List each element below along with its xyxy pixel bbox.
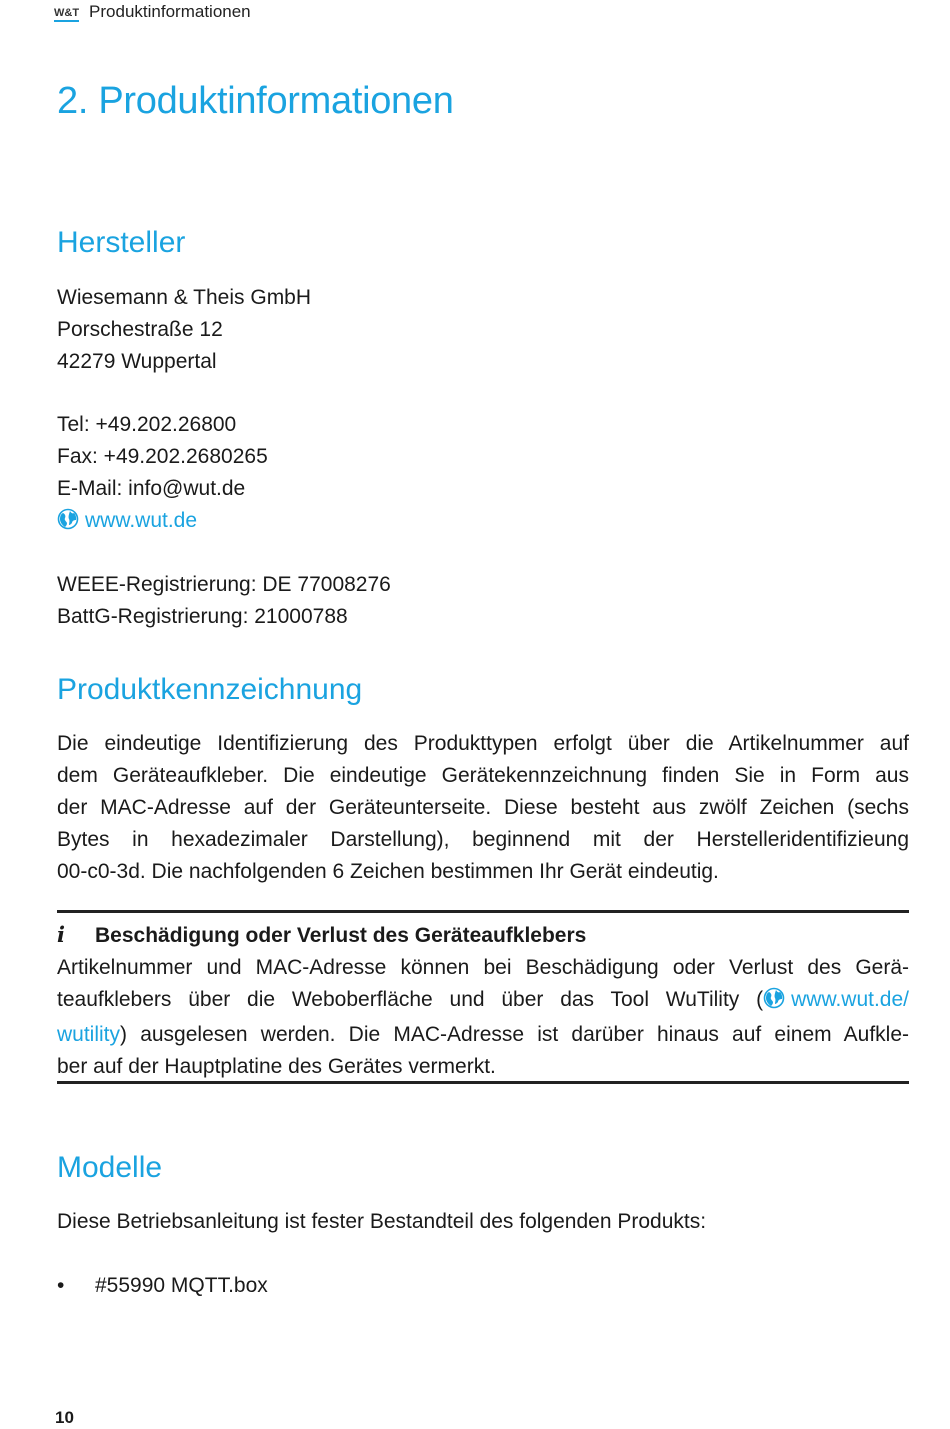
wutility-link-part1[interactable]: www.wut.de/ xyxy=(791,988,909,1011)
paragraph-line: Bytes in hexadezimaler Darstellung), beginnend mit der Herstelleridentifizieung xyxy=(57,828,909,851)
produktkennzeichnung-heading: Produktkennzeichnung xyxy=(57,673,363,706)
note-line xyxy=(57,984,909,1019)
weee-registration: WEEE-Registrierung: DE 77008276 xyxy=(57,573,391,596)
fax: Fax: +49.202.2680265 xyxy=(57,445,268,468)
info-icon: i xyxy=(57,922,65,947)
note-top-rule xyxy=(57,910,909,913)
paragraph-line: Die eindeutige Identifizierung des Produkttypen erfolgt über die Artikelnummer auf xyxy=(57,732,909,755)
globe-icon xyxy=(57,508,79,540)
note-line: Artikelnummer und MAC-Adresse können bei Beschädigung oder Verlust des Gerä- xyxy=(57,956,909,979)
wutility-link-part2[interactable]: wutility xyxy=(57,1023,121,1046)
battg-registration: BattG-Registrierung: 21000788 xyxy=(57,605,348,628)
paragraph-line: der MAC-Adresse auf der Geräteunterseite. Diese besteht aus zwölf Zeichen (sechs xyxy=(57,796,909,819)
telephone: Tel: +49.202.26800 xyxy=(57,413,237,436)
note-body xyxy=(57,952,909,1083)
chapter-title: 2. Produktinformationen xyxy=(57,80,454,122)
city-address: 42279 Wuppertal xyxy=(57,350,217,373)
paragraph-line: dem Geräteaufkleber. Die eindeutige Gerätekennzeichnung finden Sie in Form aus xyxy=(57,764,909,787)
note-text: teaufklebers über die Weboberfläche und über das Tool WuTility ( xyxy=(57,988,764,1011)
modelle-intro: Diese Betriebsanleitung ist fester Bestandteil des folgenden Produkts: xyxy=(57,1210,707,1233)
modelle-heading: Modelle xyxy=(57,1151,163,1184)
model-name: #55990 MQTT.box xyxy=(95,1274,268,1297)
note-text: ) ausgelesen werden. Die MAC-Adresse ist darüber hinaus auf einem Aufkle- xyxy=(120,1023,909,1046)
bullet-icon: • xyxy=(57,1274,65,1297)
website-link[interactable] xyxy=(57,505,197,540)
email: E-Mail: info@wut.de xyxy=(57,477,246,500)
street-address: Porschestraße 12 xyxy=(57,318,223,341)
note-title-row xyxy=(57,919,586,952)
running-header xyxy=(54,0,251,24)
model-list-item xyxy=(57,1270,268,1302)
running-header-title: Produktinformationen xyxy=(89,2,251,21)
website-url[interactable]: www.wut.de xyxy=(85,509,198,532)
note-bottom-rule xyxy=(57,1081,909,1084)
wut-logo: W&T xyxy=(54,8,79,22)
globe-icon xyxy=(763,987,785,1019)
hersteller-heading: Hersteller xyxy=(57,226,186,259)
note-line xyxy=(57,1019,909,1051)
note-title: Beschädigung oder Verlust des Geräteaufklebers xyxy=(95,924,587,947)
note-line: ber auf der Hauptplatine des Gerätes vermerkt. xyxy=(57,1055,496,1078)
produktkennzeichnung-paragraph xyxy=(57,728,909,888)
paragraph-line: 00-c0-3d. Die nachfolgenden 6 Zeichen bestimmen Ihr Gerät eindeutig. xyxy=(57,860,719,883)
page-number: 10 xyxy=(55,1408,74,1427)
company-name: Wiesemann & Theis GmbH xyxy=(57,286,312,309)
